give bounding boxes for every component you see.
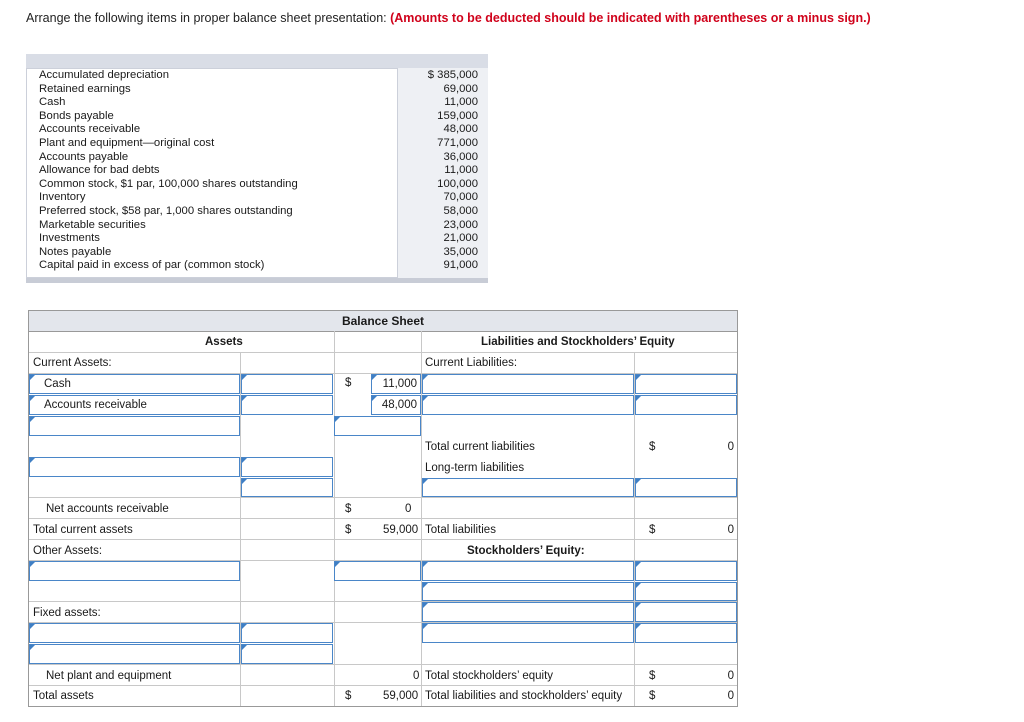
given-item-name: Accumulated depreciation [39,69,169,81]
ar-amount-input[interactable] [371,395,421,415]
given-item-value: 21,000 [443,232,478,245]
balance-sheet-title: Balance Sheet [29,311,737,332]
net-pe-value: 0 [413,670,420,682]
given-item-name: Marketable securities [39,218,146,231]
given-item-name: Allowance for bad debts [39,164,160,177]
given-item-value: 100,000 [437,177,478,190]
total-se-label: Total stockholders’ equity [425,670,554,682]
given-item-value: $ 385,000 [427,69,478,81]
tcl-value: 0 [727,441,734,453]
current-assets-label: Current Assets: [33,357,112,369]
given-item-value: 159,000 [437,109,478,122]
liability-account-select[interactable] [422,478,634,497]
ta-value: 59,000 [383,690,419,702]
equity-amount-input[interactable] [635,582,737,601]
given-item-value: 69,000 [443,82,478,95]
given-item-name: Bonds payable [39,109,114,122]
amount-input[interactable] [241,644,333,664]
total-assets-label: Total assets [33,690,94,702]
divider [29,497,737,498]
equity-account-select[interactable] [422,623,634,643]
amount-input[interactable] [241,478,333,497]
other-assets-label: Other Assets: [33,545,103,557]
amount-input[interactable] [241,623,333,643]
given-values [428,69,478,273]
liability-amount-input[interactable] [635,395,737,415]
tca-value: 59,000 [383,524,419,536]
amount-input[interactable] [334,561,421,581]
liability-amount-input[interactable] [635,478,737,497]
asset-account-select[interactable] [29,395,240,415]
ar-label: Accounts receivable [44,399,147,411]
given-item-value: 11,000 [444,164,478,177]
ta-dollar: $ [345,690,352,702]
total-current-liabilities-label: Total current liabilities [425,441,535,453]
current-liabilities-label: Current Liabilities: [425,357,518,369]
tl-dollar: $ [649,524,656,536]
amount-input[interactable] [241,457,333,477]
divider [29,539,737,540]
given-item-value: 23,000 [443,218,478,231]
amount-input[interactable] [241,395,333,415]
liabilities-equity-header: Liabilities and Stockholders’ Equity [481,336,675,348]
net-ar-dollar: $ [345,503,352,515]
cash-amount: 11,000 [382,378,417,390]
other-asset-select[interactable] [29,561,240,581]
given-item-value: 91,000 [443,259,478,272]
amount-input[interactable] [241,374,333,394]
total-liab-se-label: Total liabilities and stockholders’ equity [425,690,623,702]
given-item-name: Investments [39,232,100,245]
instruction-text: Arrange the following items in proper balance sheet presentation: [26,11,391,25]
asset-account-select[interactable] [29,416,240,436]
tlse-dollar: $ [649,690,656,702]
given-item-name: Accounts receivable [39,123,141,136]
ar-amount: 48,000 [381,399,417,411]
given-item-name: Cash [39,96,66,109]
divider [29,518,737,519]
balance-sheet [28,310,738,707]
given-names [39,69,298,273]
amount-input[interactable] [334,416,421,436]
equity-amount-input[interactable] [635,623,737,643]
net-ar-label: Net accounts receivable [46,503,169,515]
tcl-dollar: $ [649,441,656,453]
given-data-table [26,54,488,283]
cash-amount-input[interactable] [371,374,421,394]
fixed-assets-label: Fixed assets: [33,607,101,619]
tca-dollar: $ [345,524,352,536]
tlse-value: 0 [727,690,734,702]
tl-value: 0 [727,524,734,536]
equity-amount-input[interactable] [635,602,737,622]
given-top-strip [26,54,488,68]
net-pe-label: Net plant and equipment [46,670,172,682]
cash-label: Cash [44,378,71,390]
liability-account-select[interactable] [422,395,634,415]
given-item-value: 771,000 [437,136,478,149]
divider [29,352,737,353]
net-ar-value: 0 [405,503,412,515]
fixed-asset-select[interactable] [29,623,240,643]
total-current-assets-label: Total current assets [33,524,133,536]
given-item-value: 70,000 [443,191,478,204]
equity-account-select[interactable] [422,582,634,601]
assets-header: Assets [205,336,243,348]
given-item-value: 36,000 [443,150,478,163]
tse-dollar: $ [649,670,656,682]
given-item-name: Notes payable [39,245,112,258]
given-item-name: Capital paid in excess of par (common stock) [39,259,265,272]
fixed-asset-select[interactable] [29,644,240,664]
long-term-liabilities-label: Long-term liabilities [425,462,525,474]
asset-account-select[interactable] [29,374,240,394]
given-item-name: Preferred stock, $58 par, 1,000 shares outstanding [39,204,293,217]
cash-dollar: $ [345,377,352,389]
given-item-value: 48,000 [443,123,478,136]
given-item-name: Inventory [39,191,86,204]
given-item-value: 11,000 [444,96,478,109]
divider [29,685,737,686]
given-item-value: 58,000 [443,204,478,217]
given-item-name: Retained earnings [39,82,131,95]
divider [29,664,737,665]
given-item-name: Common stock, $1 par, 100,000 shares outstanding [39,177,298,190]
instruction-warning: (Amounts to be deducted should be indicated with parentheses or a minus sign.) [390,11,871,25]
instructions [26,11,871,25]
equity-account-select[interactable] [422,602,634,622]
equity-amount-input[interactable] [635,561,737,581]
liability-amount-input[interactable] [635,374,737,394]
stockholders-equity-header: Stockholders’ Equity: [467,545,585,557]
given-item-name: Accounts payable [39,150,129,163]
tse-value: 0 [727,670,734,682]
asset-account-select[interactable] [29,457,240,477]
given-item-name: Plant and equipment—original cost [39,136,215,149]
total-liabilities-label: Total liabilities [425,524,496,536]
equity-account-select[interactable] [422,561,634,581]
liability-account-select[interactable] [422,374,634,394]
given-bottom-bar [26,278,488,283]
given-item-value: 35,000 [443,245,478,258]
